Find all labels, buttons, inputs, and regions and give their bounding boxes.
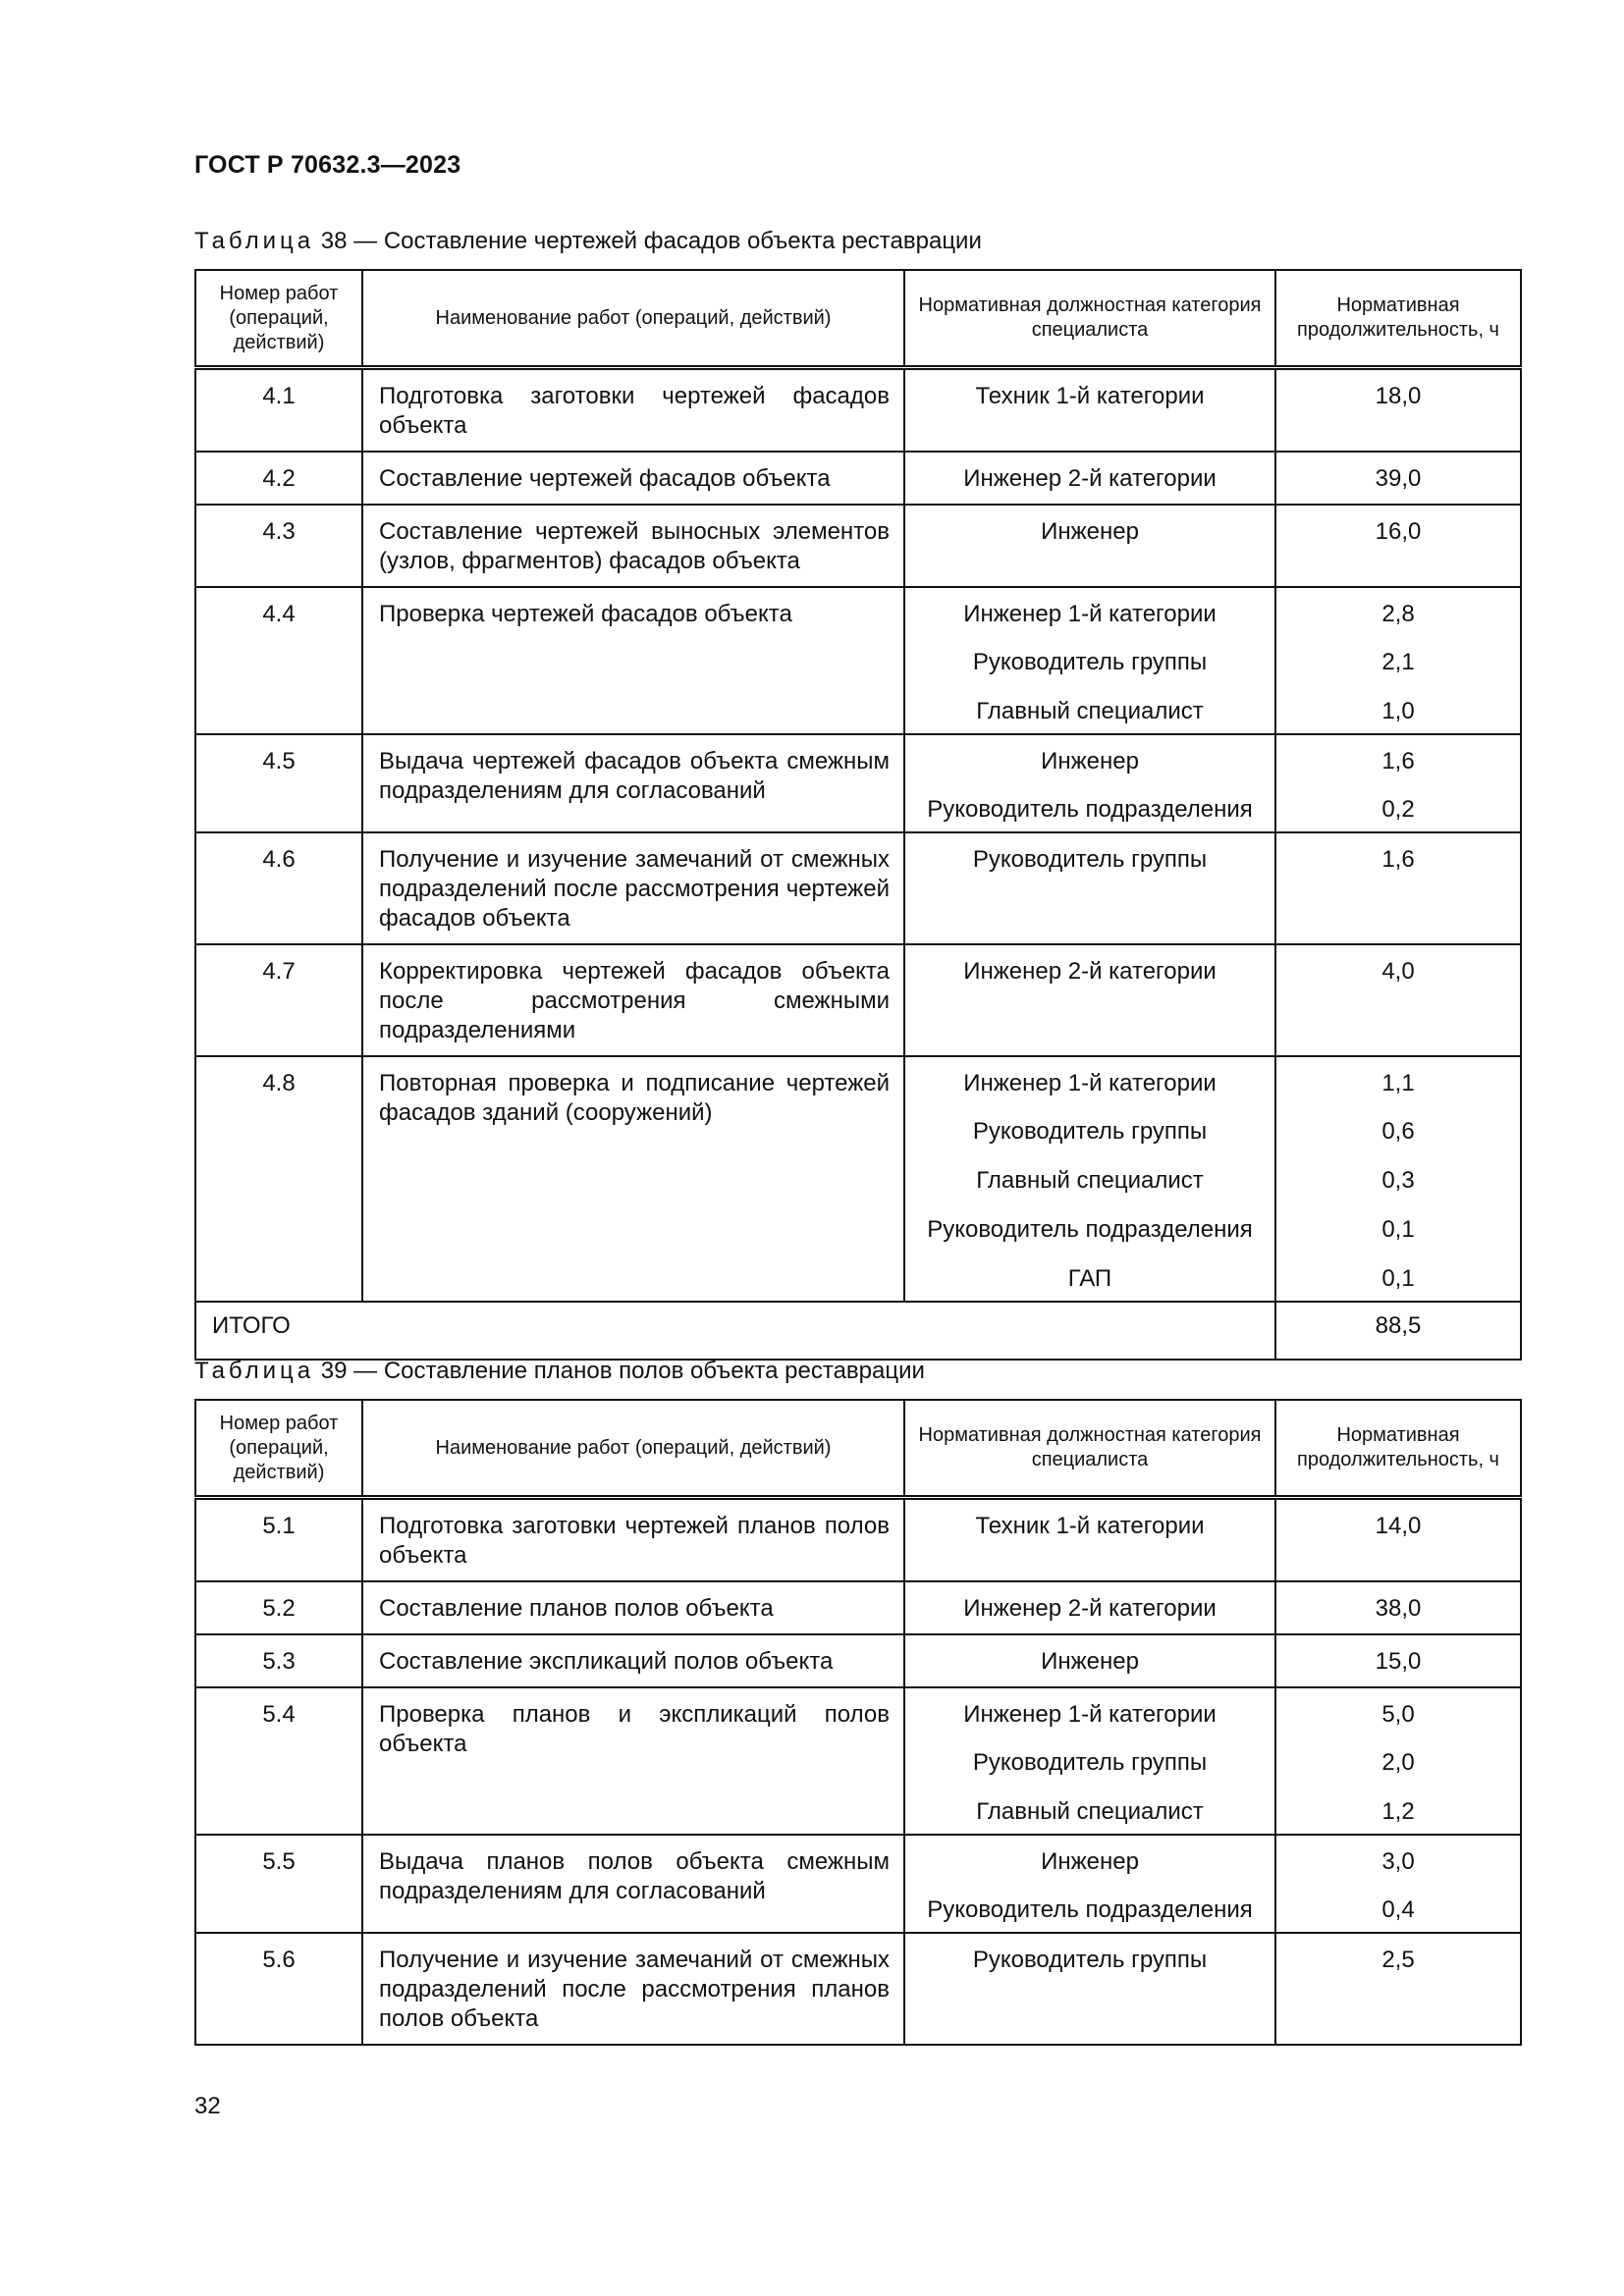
- work-name: Составление чертежей фасадов объекта: [362, 452, 904, 505]
- table-38: [194, 269, 1522, 1361]
- work-name: Составление планов полов объекта: [362, 1581, 904, 1634]
- specialist-category: Инженер 2-й категории: [904, 452, 1275, 505]
- table-row: [195, 832, 1521, 944]
- specialist-category: Главный специалист: [904, 685, 1275, 734]
- table-row: [195, 368, 1521, 453]
- duration-value: 0,3: [1275, 1154, 1521, 1203]
- duration-value: 5,0: [1275, 1687, 1521, 1736]
- work-number: 5.5: [195, 1835, 362, 1933]
- specialist-category: Руководитель группы: [904, 636, 1275, 685]
- duration-value: 14,0: [1275, 1498, 1521, 1582]
- table-38-body: [195, 368, 1521, 1361]
- table-header-row: [195, 270, 1521, 368]
- table-row: [195, 587, 1521, 636]
- specialist-category: Инженер 2-й категории: [904, 944, 1275, 1056]
- duration-value: 2,8: [1275, 587, 1521, 636]
- work-name: Получение и изучение замечаний от смежных подразделений после рассмотрения планов полов объекта: [362, 1933, 904, 2045]
- duration-value: 0,6: [1275, 1105, 1521, 1154]
- table-header-row: [195, 1400, 1521, 1498]
- work-number: 4.4: [195, 587, 362, 734]
- total-value: 88,5: [1275, 1302, 1521, 1360]
- duration-value: 39,0: [1275, 452, 1521, 505]
- work-name: Корректировка чертежей фасадов объекта после рассмотрения смежными подразделениями: [362, 944, 904, 1056]
- work-number: 5.3: [195, 1634, 362, 1687]
- work-name: Получение и изучение замечаний от смежных подразделений после рассмотрения чертежей фасадов объекта: [362, 832, 904, 944]
- col-header-name: Наименование работ (операций, действий): [362, 1400, 904, 1498]
- specialist-category: Инженер: [904, 505, 1275, 587]
- duration-value: 3,0: [1275, 1835, 1521, 1884]
- duration-value: 1,0: [1275, 685, 1521, 734]
- work-number: 5.2: [195, 1581, 362, 1634]
- specialist-category: Руководитель группы: [904, 1736, 1275, 1786]
- specialist-category: Инженер 1-й категории: [904, 587, 1275, 636]
- col-header-num: Номер работ (операций, действий): [195, 270, 362, 368]
- table-39-label: Таблица: [194, 1358, 315, 1384]
- duration-value: 1,2: [1275, 1786, 1521, 1835]
- specialist-category: Главный специалист: [904, 1786, 1275, 1835]
- specialist-category: Инженер 1-й категории: [904, 1687, 1275, 1736]
- table-row: [195, 1933, 1521, 2045]
- table-row: [195, 944, 1521, 1056]
- work-number: 4.8: [195, 1056, 362, 1302]
- table-38-label: Таблица: [194, 228, 315, 254]
- table-38-title: 38 — Составление чертежей фасадов объекта реставрации: [320, 228, 982, 254]
- duration-value: 15,0: [1275, 1634, 1521, 1687]
- col-header-category: Нормативная должностная категория специалиста: [904, 270, 1275, 368]
- work-number: 4.1: [195, 368, 362, 453]
- duration-value: 4,0: [1275, 944, 1521, 1056]
- document-code: ГОСТ Р 70632.3—2023: [194, 151, 461, 179]
- duration-value: 0,1: [1275, 1253, 1521, 1302]
- col-header-category: Нормативная должностная категория специалиста: [904, 1400, 1275, 1498]
- duration-value: 2,0: [1275, 1736, 1521, 1786]
- table-row: [195, 1687, 1521, 1736]
- table-row: [195, 1056, 1521, 1105]
- work-name: Повторная проверка и подписание чертежей фасадов зданий (сооружений): [362, 1056, 904, 1302]
- total-label: ИТОГО: [195, 1302, 1275, 1360]
- work-name: Проверка планов и экспликаций полов объекта: [362, 1687, 904, 1835]
- specialist-category: Инженер: [904, 1634, 1275, 1687]
- specialist-category: Руководитель группы: [904, 1105, 1275, 1154]
- work-name: Составление чертежей выносных элементов (узлов, фрагментов) фасадов объекта: [362, 505, 904, 587]
- specialist-category: Инженер 2-й категории: [904, 1581, 1275, 1634]
- work-number: 5.4: [195, 1687, 362, 1835]
- work-name: Подготовка заготовки чертежей фасадов объекта: [362, 368, 904, 453]
- col-header-num: Номер работ (операций, действий): [195, 1400, 362, 1498]
- specialist-category: Руководитель группы: [904, 832, 1275, 944]
- duration-value: 38,0: [1275, 1581, 1521, 1634]
- specialist-category: Инженер 1-й категории: [904, 1056, 1275, 1105]
- work-number: 4.3: [195, 505, 362, 587]
- duration-value: 1,1: [1275, 1056, 1521, 1105]
- total-row: [195, 1302, 1521, 1360]
- work-number: 4.5: [195, 734, 362, 832]
- work-number: 5.6: [195, 1933, 362, 2045]
- work-number: 4.2: [195, 452, 362, 505]
- duration-value: 16,0: [1275, 505, 1521, 587]
- table-39-title: 39 — Составление планов полов объекта реставрации: [320, 1358, 925, 1384]
- duration-value: 0,1: [1275, 1203, 1521, 1253]
- work-name: Выдача планов полов объекта смежным подразделениям для согласований: [362, 1835, 904, 1933]
- specialist-category: Руководитель подразделения: [904, 1884, 1275, 1933]
- specialist-category: Руководитель подразделения: [904, 783, 1275, 832]
- work-number: 4.6: [195, 832, 362, 944]
- specialist-category: Инженер: [904, 1835, 1275, 1884]
- work-name: Составление экспликаций полов объекта: [362, 1634, 904, 1687]
- duration-value: 18,0: [1275, 368, 1521, 453]
- table-row: [195, 734, 1521, 783]
- duration-value: 0,2: [1275, 783, 1521, 832]
- duration-value: 2,5: [1275, 1933, 1521, 2045]
- table-row: [195, 452, 1521, 505]
- table-39-body: [195, 1498, 1521, 2046]
- table-39: [194, 1399, 1522, 2046]
- table-row: [195, 1581, 1521, 1634]
- work-name: Проверка чертежей фасадов объекта: [362, 587, 904, 734]
- specialist-category: Руководитель группы: [904, 1933, 1275, 2045]
- specialist-category: Техник 1-й категории: [904, 368, 1275, 453]
- work-name: Выдача чертежей фасадов объекта смежным подразделениям для согласований: [362, 734, 904, 832]
- page-number: 32: [194, 2093, 221, 2119]
- table-row: [195, 1498, 1521, 1582]
- table-row: [195, 1634, 1521, 1687]
- work-name: Подготовка заготовки чертежей планов полов объекта: [362, 1498, 904, 1582]
- specialist-category: Главный специалист: [904, 1154, 1275, 1203]
- specialist-category: ГАП: [904, 1253, 1275, 1302]
- duration-value: 2,1: [1275, 636, 1521, 685]
- specialist-category: Техник 1-й категории: [904, 1498, 1275, 1582]
- col-header-duration: Нормативная продолжительность, ч: [1275, 270, 1521, 368]
- specialist-category: Руководитель подразделения: [904, 1203, 1275, 1253]
- col-header-name: Наименование работ (операций, действий): [362, 270, 904, 368]
- col-header-duration: Нормативная продолжительность, ч: [1275, 1400, 1521, 1498]
- duration-value: 0,4: [1275, 1884, 1521, 1933]
- table-38-caption: [194, 228, 982, 255]
- specialist-category: Инженер: [904, 734, 1275, 783]
- table-row: [195, 505, 1521, 587]
- duration-value: 1,6: [1275, 734, 1521, 783]
- duration-value: 1,6: [1275, 832, 1521, 944]
- table-row: [195, 1835, 1521, 1884]
- work-number: 4.7: [195, 944, 362, 1056]
- table-39-caption: [194, 1358, 925, 1385]
- work-number: 5.1: [195, 1498, 362, 1582]
